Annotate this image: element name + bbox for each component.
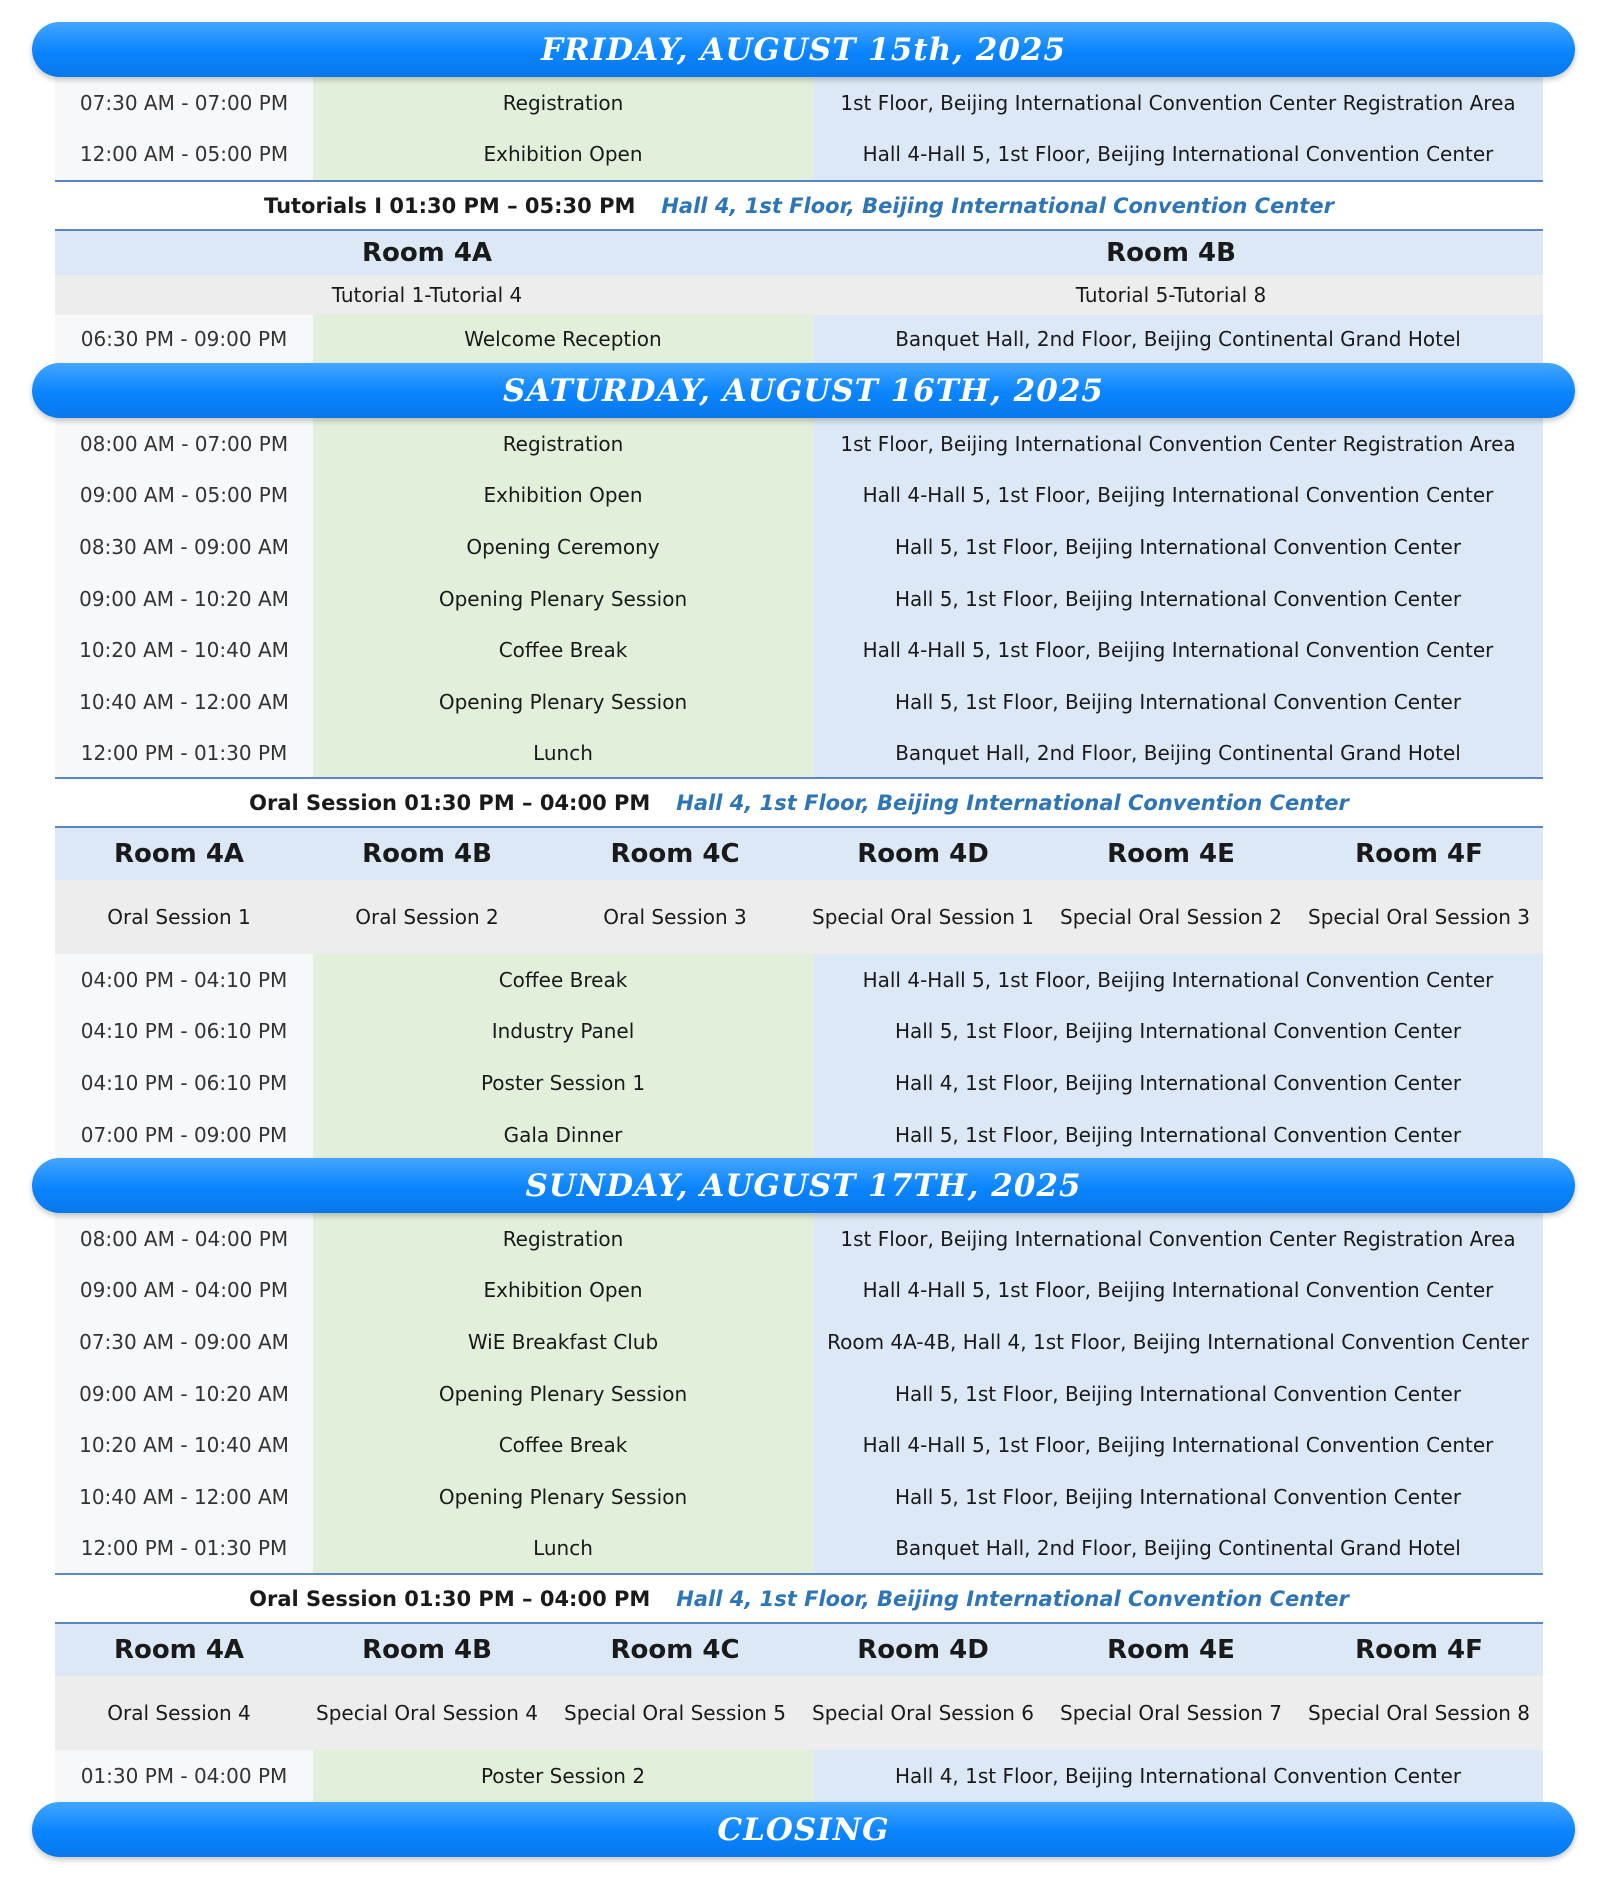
location-cell: Hall 4-Hall 5, 1st Floor, Beijing International Convention Center (813, 129, 1543, 181)
room-label: Room 4E (1107, 1635, 1235, 1665)
closing-banner (32, 1802, 1575, 1857)
location-cell: Hall 4-Hall 5, 1st Floor, Beijing International Convention Center (813, 470, 1543, 522)
event-cell: Registration (313, 418, 813, 470)
session-location: Hall 4, 1st Floor, Beijing International Convention Center (676, 1586, 1349, 1611)
table-row (55, 1368, 1543, 1420)
location-cell: Banquet Hall, 2nd Floor, Beijing Continental Grand Hotel (813, 728, 1543, 780)
schedule-table-friday-evening (55, 315, 1543, 363)
session-title: Tutorials I 01:30 PM – 05:30 PM (264, 193, 636, 218)
location-cell: Room 4A-4B, Hall 4, 1st Floor, Beijing International Convention Center (813, 1316, 1543, 1368)
table-row (55, 728, 1543, 780)
room-label: Room 4D (857, 839, 989, 869)
time-cell: 09:00 AM - 10:20 AM (55, 1368, 313, 1420)
room-label: Room 4B (362, 1635, 492, 1665)
room-label: Room 4F (1355, 1635, 1483, 1665)
tutorial-rooms (55, 231, 1543, 315)
event-cell: Registration (313, 77, 813, 129)
time-cell: 09:00 AM - 04:00 PM (55, 1265, 313, 1317)
location-cell: Hall 5, 1st Floor, Beijing International Convention Center (813, 1109, 1543, 1161)
session-label: Special Oral Session 5 (564, 1701, 786, 1725)
location-cell: Banquet Hall, 2nd Floor, Beijing Continental Grand Hotel (813, 1523, 1543, 1575)
location-cell: 1st Floor, Beijing International Convention Center Registration Area (813, 77, 1543, 129)
time-cell: 07:00 PM - 09:00 PM (55, 1109, 313, 1161)
session-label: Oral Session 2 (355, 905, 499, 929)
event-cell: Industry Panel (313, 1006, 813, 1058)
time-cell: 07:30 AM - 09:00 AM (55, 1316, 313, 1368)
location-cell: Hall 4-Hall 5, 1st Floor, Beijing International Convention Center (813, 954, 1543, 1006)
time-cell: 12:00 PM - 01:30 PM (55, 728, 313, 780)
session-location: Hall 4, 1st Floor, Beijing International Convention Center (661, 193, 1334, 218)
time-cell: 08:30 AM - 09:00 AM (55, 521, 313, 573)
location-cell: Banquet Hall, 2nd Floor, Beijing Continental Grand Hotel (813, 315, 1543, 363)
time-cell: 08:00 AM - 04:00 PM (55, 1213, 313, 1265)
oral-rooms-sunday (55, 1624, 1543, 1750)
session-label: Special Oral Session 7 (1060, 1701, 1282, 1725)
event-cell: Registration (313, 1213, 813, 1265)
session-label: Tutorial 1-Tutorial 4 (331, 283, 523, 307)
oral-session-header-saturday (55, 777, 1543, 828)
time-cell: 07:30 AM - 07:00 PM (55, 77, 313, 129)
room-header-row (55, 231, 1543, 275)
day-banner-saturday (32, 363, 1575, 418)
schedule-table-saturday (55, 418, 1543, 779)
time-cell: 10:20 AM - 10:40 AM (55, 624, 313, 676)
session-label: Special Oral Session 4 (316, 1701, 538, 1725)
event-cell: Opening Plenary Session (313, 573, 813, 625)
day-title: SUNDAY, AUGUST 17TH, 2025 (525, 1167, 1082, 1204)
time-cell: 04:10 PM - 06:10 PM (55, 1006, 313, 1058)
location-cell: 1st Floor, Beijing International Convention Center Registration Area (813, 1213, 1543, 1265)
event-cell: Welcome Reception (313, 315, 813, 363)
time-cell: 04:10 PM - 06:10 PM (55, 1057, 313, 1109)
table-row (55, 418, 1543, 470)
tutorial-session-header (55, 180, 1543, 231)
event-cell: Exhibition Open (313, 470, 813, 522)
table-row (55, 129, 1543, 181)
table-row (55, 1750, 1543, 1802)
event-cell: Lunch (313, 1523, 813, 1575)
table-row (55, 1523, 1543, 1575)
table-row (55, 676, 1543, 728)
room-session-row (55, 880, 1543, 954)
time-cell: 06:30 PM - 09:00 PM (55, 315, 313, 363)
location-cell: Hall 5, 1st Floor, Beijing International Convention Center (813, 1368, 1543, 1420)
room-label: Room 4C (610, 839, 740, 869)
table-row (55, 470, 1543, 522)
location-cell: Hall 5, 1st Floor, Beijing International Convention Center (813, 521, 1543, 573)
location-cell: Hall 4-Hall 5, 1st Floor, Beijing International Convention Center (813, 1419, 1543, 1471)
time-cell: 10:40 AM - 12:00 AM (55, 676, 313, 728)
closing-title: CLOSING (717, 1811, 890, 1848)
event-cell: Coffee Break (313, 1419, 813, 1471)
location-cell: Hall 5, 1st Floor, Beijing International Convention Center (813, 573, 1543, 625)
schedule-table-sunday-afternoon (55, 1750, 1543, 1802)
time-cell: 10:20 AM - 10:40 AM (55, 1419, 313, 1471)
room-label: Room 4D (857, 1635, 989, 1665)
table-row (55, 1109, 1543, 1161)
session-location: Hall 4, 1st Floor, Beijing International Convention Center (676, 790, 1349, 815)
session-title: Oral Session 01:30 PM – 04:00 PM (249, 790, 651, 815)
session-label: Special Oral Session 6 (812, 1701, 1034, 1725)
time-cell: 12:00 PM - 01:30 PM (55, 1523, 313, 1575)
location-cell: 1st Floor, Beijing International Convention Center Registration Area (813, 418, 1543, 470)
table-row (55, 954, 1543, 1006)
table-row (55, 1316, 1543, 1368)
session-label: Special Oral Session 2 (1060, 905, 1282, 929)
schedule-table-friday (55, 77, 1543, 180)
day-banner-friday (32, 22, 1575, 77)
time-cell: 12:00 AM - 05:00 PM (55, 129, 313, 181)
session-label: Special Oral Session 1 (812, 905, 1034, 929)
table-row (55, 1265, 1543, 1317)
location-cell: Hall 5, 1st Floor, Beijing International Convention Center (813, 676, 1543, 728)
oral-rooms-saturday (55, 828, 1543, 954)
event-cell: Opening Ceremony (313, 521, 813, 573)
room-label: Room 4A (113, 839, 245, 869)
time-cell: 08:00 AM - 07:00 PM (55, 418, 313, 470)
location-cell: Hall 5, 1st Floor, Beijing International Convention Center (813, 1006, 1543, 1058)
room-label: Room 4F (1355, 839, 1483, 869)
session-label: Special Oral Session 3 (1308, 905, 1530, 929)
table-row (55, 624, 1543, 676)
room-label: Room 4B (362, 839, 492, 869)
table-row (55, 1471, 1543, 1523)
location-cell: Hall 4, 1st Floor, Beijing International Convention Center (813, 1057, 1543, 1109)
location-cell: Hall 4-Hall 5, 1st Floor, Beijing International Convention Center (813, 624, 1543, 676)
day-banner-sunday (32, 1158, 1575, 1213)
table-row (55, 521, 1543, 573)
time-cell: 04:00 PM - 04:10 PM (55, 954, 313, 1006)
day-title: FRIDAY, AUGUST 15th, 2025 (540, 31, 1067, 68)
table-row (55, 573, 1543, 625)
event-cell: Coffee Break (313, 624, 813, 676)
room-label: Room 4A (113, 1635, 245, 1665)
schedule-table-saturday-afternoon (55, 954, 1543, 1160)
room-label: Room 4A (361, 238, 493, 268)
event-cell: Coffee Break (313, 954, 813, 1006)
room-header-row (55, 828, 1543, 880)
room-session-row (55, 275, 1543, 315)
table-row (55, 1057, 1543, 1109)
location-cell: Hall 4, 1st Floor, Beijing International Convention Center (813, 1750, 1543, 1802)
table-row (55, 77, 1543, 129)
time-cell: 09:00 AM - 05:00 PM (55, 470, 313, 522)
time-cell: 09:00 AM - 10:20 AM (55, 573, 313, 625)
event-cell: Poster Session 1 (313, 1057, 813, 1109)
session-label: Oral Session 1 (107, 905, 251, 929)
oral-session-header-sunday (55, 1573, 1543, 1624)
schedule-table-sunday (55, 1213, 1543, 1574)
table-row (55, 315, 1543, 363)
day-title: SATURDAY, AUGUST 16TH, 2025 (503, 372, 1104, 409)
session-label: Oral Session 3 (603, 905, 747, 929)
event-cell: Opening Plenary Session (313, 676, 813, 728)
room-label: Room 4C (610, 1635, 740, 1665)
event-cell: Poster Session 2 (313, 1750, 813, 1802)
event-cell: Exhibition Open (313, 129, 813, 181)
time-cell: 10:40 AM - 12:00 AM (55, 1471, 313, 1523)
session-title: Oral Session 01:30 PM – 04:00 PM (249, 1586, 651, 1611)
event-cell: WiE Breakfast Club (313, 1316, 813, 1368)
event-cell: Exhibition Open (313, 1265, 813, 1317)
table-row (55, 1006, 1543, 1058)
session-label: Special Oral Session 8 (1308, 1701, 1530, 1725)
room-label: Room 4E (1107, 839, 1235, 869)
table-row (55, 1419, 1543, 1471)
location-cell: Hall 5, 1st Floor, Beijing International Convention Center (813, 1471, 1543, 1523)
event-cell: Lunch (313, 728, 813, 780)
room-header-row (55, 1624, 1543, 1676)
session-label: Tutorial 5-Tutorial 8 (1075, 283, 1267, 307)
room-label: Room 4B (1106, 238, 1236, 268)
event-cell: Gala Dinner (313, 1109, 813, 1161)
event-cell: Opening Plenary Session (313, 1368, 813, 1420)
session-label: Oral Session 4 (107, 1701, 251, 1725)
event-cell: Opening Plenary Session (313, 1471, 813, 1523)
table-row (55, 1213, 1543, 1265)
time-cell: 01:30 PM - 04:00 PM (55, 1750, 313, 1802)
location-cell: Hall 4-Hall 5, 1st Floor, Beijing International Convention Center (813, 1265, 1543, 1317)
room-session-row (55, 1676, 1543, 1750)
